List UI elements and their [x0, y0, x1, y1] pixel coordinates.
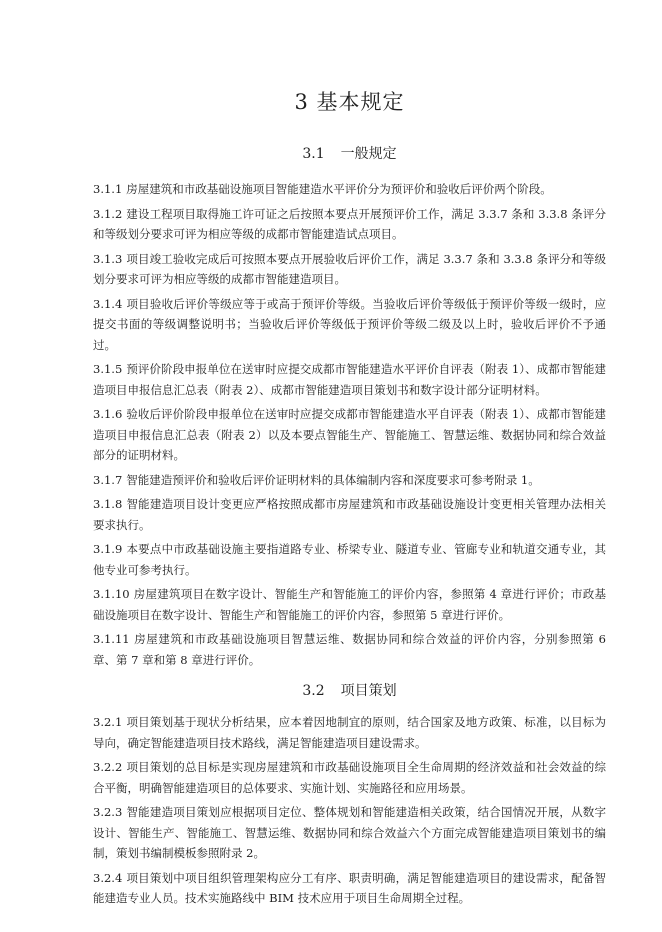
clause-text: 本要点中市政基础设施主要指道路专业、桥梁专业、隧道专业、管廊专业和轨道交通专业，其他专业可参考执行。: [93, 542, 606, 577]
clause-text: 项目验收后评价等级应等于或高于预评价等级。当验收后评价等级低于预评价等级一级时，应提交书面的等级调整说明书；当验收后评价等级低于预评价等级二级及以上时，验收后评价不予通过。: [93, 296, 606, 352]
section-heading: 项目策划: [340, 683, 397, 699]
clause-3-1-9: [93, 539, 606, 580]
clause-3-1-11: [93, 629, 606, 670]
clause-number: 3.2.3: [93, 805, 123, 819]
clause-text: 项目策划的总目标是实现房屋建筑和市政基础设施项目全生命周期的经济效益和社会效益的综合平衡，明确智能建造项目的总体要求、实施计划、实施路径和应用场景。: [93, 760, 606, 795]
clause-text: 房屋建筑和市政基础设施项目智能建造水平评价分为预评价和验收后评价两个阶段。: [126, 182, 552, 196]
clause-text: 项目竣工验收完成后可按照本要点开展验收后评价工作，满足 3.3.7 条和 3.3.8 条评分和等级划分要求可评为相应等级的成都市智能建造项目。: [93, 251, 606, 286]
section-title-3-1: [93, 143, 606, 163]
clause-text: 项目策划基于现状分析结果，应本着因地制宜的原则，结合国家及地方政策、标准，以目标为导向，确定智能建造项目技术路线，满足智能建造项目建设需求。: [93, 715, 606, 750]
clause-text: 验收后评价阶段申报单位在送审时应提交成都市智能建造水平自评表（附表 1）、成都市智能建造项目申报信息汇总表（附表 2）以及本要点智能生产、智能施工、智慧运维、数据协同和综合效益部分的证明材料。: [93, 407, 606, 462]
clause-number: 3.1.11: [93, 632, 130, 646]
clause-number: 3.1.6: [93, 407, 123, 421]
clause-number: 3.1.7: [93, 472, 123, 487]
clause-text: 智能建造预评价和验收后评价证明材料的具体编制内容和深度要求可参考附录 1。: [126, 472, 540, 487]
clause-3-1-1: [93, 179, 606, 200]
clause-number: 3.1.2: [93, 206, 123, 221]
clause-3-2-3: [93, 802, 606, 864]
clause-3-1-6: [93, 404, 606, 466]
clause-text: 智能建造项目策划应根据项目定位、整体规划和智能建造相关政策，结合国情况开展，从数字设计、智能生产、智能施工、智慧运维、数据协同和综合效益六个方面完成智能建造项目策划书的编制，策划书编制模板参照附录 2。: [93, 805, 606, 860]
clause-text: 房屋建筑和市政基础设施项目智慧运维、数据协同和综合效益的评价内容，分别参照第 6 章、第 7 章和第 8 章进行评价。: [93, 632, 606, 667]
clause-text: 建设工程项目取得施工许可证之后按照本要点开展预评价工作，满足 3.3.7 条和 3.3.8 条评分和等级划分要求可评为相应等级的成都市智能建造试点项目。: [93, 206, 606, 241]
clause-number: 3.1.10: [93, 587, 130, 601]
clause-text: 预评价阶段申报单位在送审时应提交成都市智能建造水平评价自评表（附表 1）、成都市智能建造项目申报信息汇总表（附表 2）、成都市智能建造项目策划书和数字设计部分证明材料。: [93, 362, 606, 397]
clause-3-2-4: [93, 868, 606, 909]
clause-text: 房屋建筑项目在数字设计、智能生产和智能施工的评价内容，参照第 4 章进行评价；市政基础设施项目在数字设计、智能生产和智能施工的评价内容，参照第 5 章进行评价。: [93, 587, 606, 622]
clause-text: 智能建造项目设计变更应严格按照成都市房屋建筑和市政基础设施设计变更相关管理办法相关要求执行。: [93, 497, 606, 532]
clause-number: 3.1.5: [93, 362, 123, 376]
section-number: 3.2: [302, 683, 325, 699]
clause-3-1-3: [93, 249, 606, 290]
clause-3-2-1: [93, 712, 606, 753]
section-heading: 一般规定: [340, 146, 397, 162]
clause-3-1-10: [93, 584, 606, 625]
clause-text: 项目策划中项目组织管理架构应分工有序、职责明确，满足智能建造项目的建设需求，配备智能建造专业人员。技术实施路线中 BIM 技术应用于项目生命周期全过程。: [93, 870, 606, 905]
clause-3-1-7: [93, 470, 606, 491]
clause-number: 3.1.3: [93, 251, 123, 266]
clause-number: 3.1.8: [93, 497, 123, 511]
section-number: 3.1: [302, 146, 325, 162]
clause-number: 3.1.1: [93, 182, 123, 196]
clause-number: 3.1.9: [93, 542, 123, 556]
clause-3-1-5: [93, 359, 606, 400]
clause-3-1-2: [93, 204, 606, 245]
clause-3-1-8: [93, 494, 606, 535]
section-title-3-2: [93, 680, 606, 700]
clause-number: 3.2.4: [93, 870, 123, 885]
clause-number: 3.1.4: [93, 296, 123, 311]
clause-3-1-4: [93, 294, 606, 356]
clause-number: 3.2.1: [93, 715, 123, 729]
clause-number: 3.2.2: [93, 760, 123, 774]
clause-3-2-2: [93, 757, 606, 798]
chapter-title: 3 基本规定: [294, 90, 405, 114]
